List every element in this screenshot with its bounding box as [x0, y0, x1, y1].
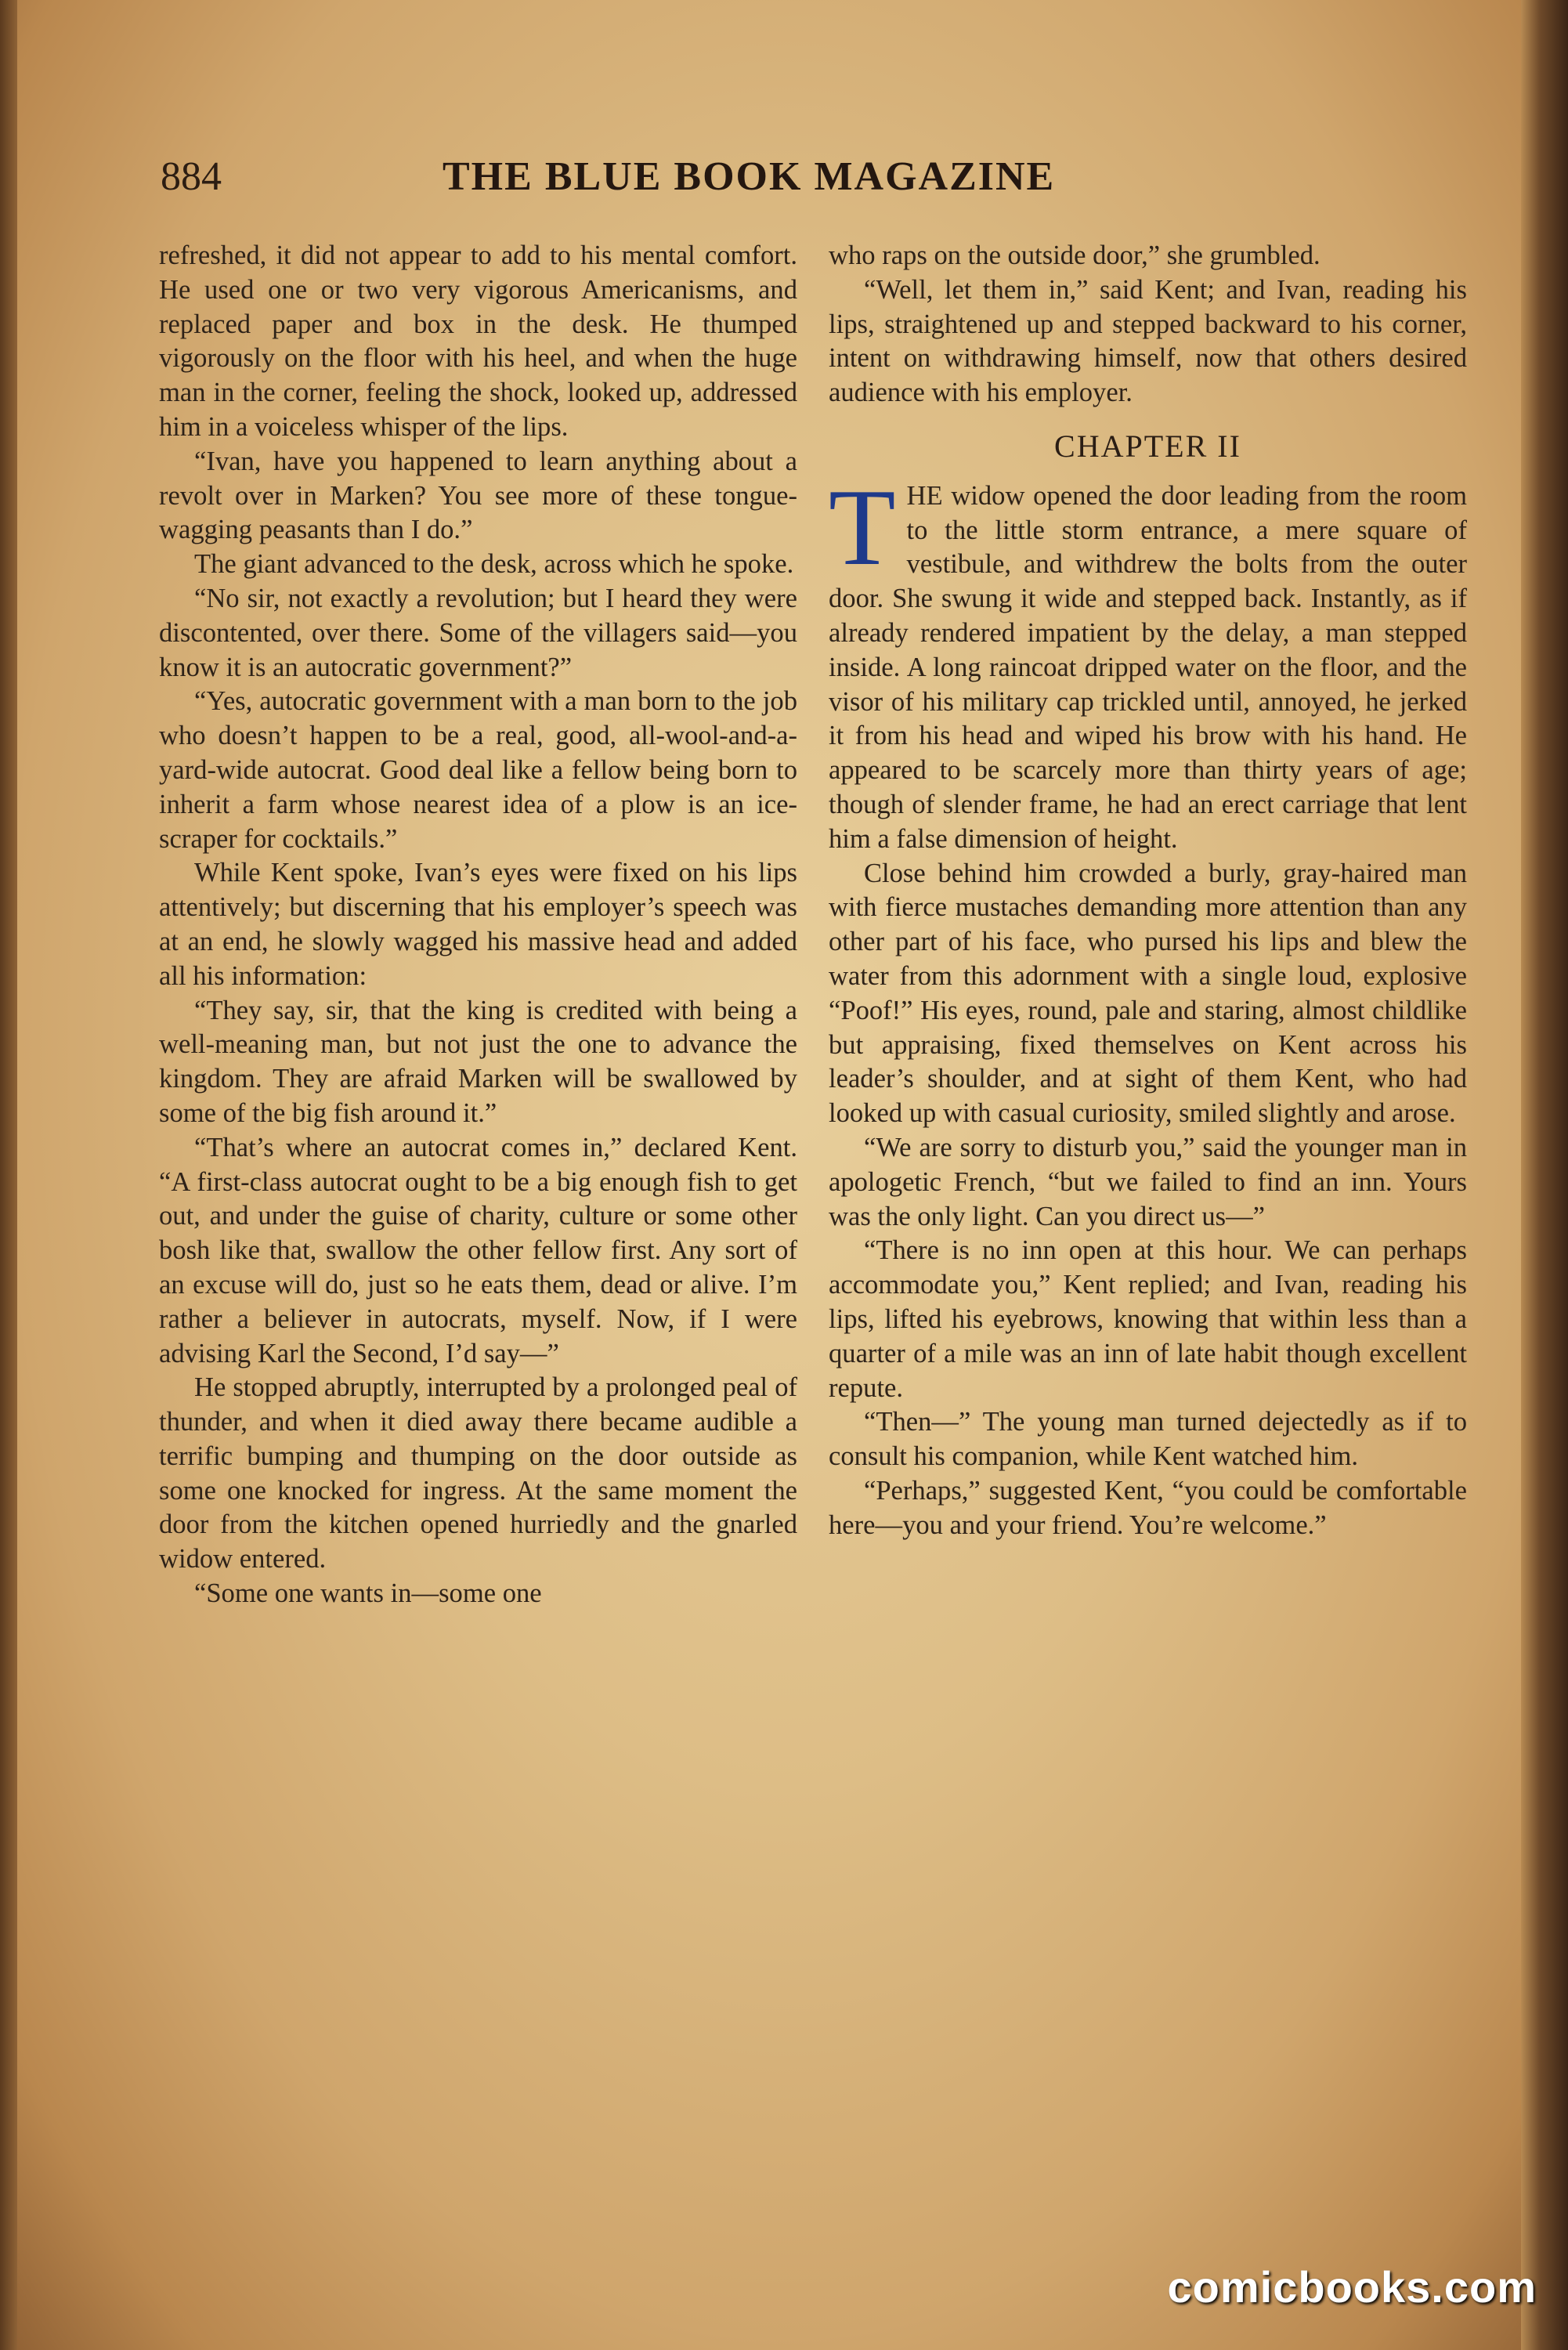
page-header: [161, 154, 1465, 216]
paragraph: Close behind him crowded a burly, gray-haired man with fierce mustaches demanding more attention than any other part of his face, who pursed his lips and blew the water from this adornment with a single loud, explosive “Poof!” His eyes, round, pale and staring, almost childlike but appraising, fixed themselves on Kent across his leader’s shoulder, and at sight of them Kent, who had looked up with casual curiosity, smiled slightly and arose.: [829, 858, 1467, 1129]
drop-cap: T: [829, 466, 896, 588]
paragraph: “That’s where an autocrat comes in,” declared Kent. “A first-class autocrat ought to be a big enough fish to get out, and under the guise of charity, culture or some other bosh like that, swallow the other fellow first. Any sort of an excuse will do, just so he eats them, dead or alive. I’m rather a believer in autocrats, myself. Now, if I were advising Karl the Second, I’d say—”: [159, 1132, 797, 1368]
paragraph: “Yes, autocratic government with a man born to the job who doesn’t happen to be a real, good, all-wool-and-a-yard-wide autocrat. Good deal like a fellow being born to inherit a farm whose nearest idea of a plow is an ice-scraper for cocktails.”: [159, 686, 797, 854]
running-head: THE BLUE BOOK MAGAZINE: [443, 154, 1056, 199]
paragraph: “There is no inn open at this hour. We can perhaps accommodate you,” Kent replied; and Ivan, reading his lips, lifted his eyebrows, knowing that within less than a quarter of a mile was an inn of late habit though excellent repute.: [829, 1235, 1467, 1403]
chapter-opening-text: HE widow opened the door leading from the room to the little storm entrance, a mere square of vestibule, and withdrew the bolts from the outer door. She swung it wide and stepped back. Instantly, as if already rendered impatient by the delay, a man stepped inside. A long raincoat dripped water on the floor, and the visor of his military cap trickled until, annoyed, he jerked it from his head and wiped his brow with his hand. He appeared to be scarcely more than thirty years of age; though of slender frame, he had an erect carriage that lent him a false dimension of height.: [829, 480, 1467, 854]
paragraph: “No sir, not exactly a revolution; but I heard they were discontented, over there. Some of the villagers said—you know it is an autocratic government?”: [159, 583, 797, 682]
paragraph: “They say, sir, that the king is credited with being a well-meaning man, but not just the one to advance the kingdom. They are afraid Marken will be swallowed by some of the big fish around it.”: [159, 995, 797, 1128]
paragraph: “Well, let them in,” said Kent; and Ivan, reading his lips, straightened up and stepped backward to his corner, intent on withdrawing himself, now that others desired audience with his employer.: [829, 274, 1467, 408]
page-binding: [1521, 0, 1568, 2350]
page-left-edge: [0, 0, 17, 2350]
paragraph: The giant advanced to the desk, across which he spoke.: [193, 549, 794, 580]
watermark: comicbooks.com: [1167, 2262, 1537, 2312]
paragraph: “Perhaps,” suggested Kent, “you could be comfortable here—you and your friend. You’re welcome.”: [829, 1475, 1467, 1540]
paragraph: “Some one wants in—some one: [193, 1578, 542, 1609]
page-number: 884: [161, 154, 222, 199]
paragraph: While Kent spoke, Ivan’s eyes were fixed on his lips attentively; but discerning that his employer’s speech was at an end, he slowly wagged his massive head and added all his information:: [159, 858, 797, 991]
paragraph-continuation: who raps on the outside door,” she grumbled.: [829, 240, 1321, 270]
paragraph: “Ivan, have you happened to learn anything about a revolt over in Marken? You see more of these tongue-wagging peasants than I do.”: [159, 446, 797, 545]
paragraph: He stopped abruptly, interrupted by a prolonged peal of thunder, and when it died away there became audible a terrific bumping and thumping on the door outside as some one knocked for ingress. At the same moment the door from the kitchen opened hurriedly and the gnarled widow entered.: [159, 1372, 797, 1574]
paragraph: refreshed, it did not appear to add to his mental comfort. He used one or two very vigorous Americanisms, and replaced paper and box in the desk. He thumped vigorously on the floor with his heel, and when the huge man in the corner, feeling the shock, looked up, addressed him in a voiceless whisper of the lips.: [159, 240, 797, 442]
chapter-opening-paragraph: [829, 466, 1467, 857]
right-column: [829, 239, 1467, 1542]
paragraph: “Then—” The young man turned dejectedly as if to consult his companion, while Kent watched him.: [829, 1407, 1467, 1472]
chapter-heading: CHAPTER II: [1054, 428, 1241, 464]
paragraph: “We are sorry to disturb you,” said the younger man in apologetic French, “but we failed to find an inn. Yours was the only light. Can you direct us—”: [829, 1132, 1467, 1231]
left-column: [159, 239, 797, 1611]
